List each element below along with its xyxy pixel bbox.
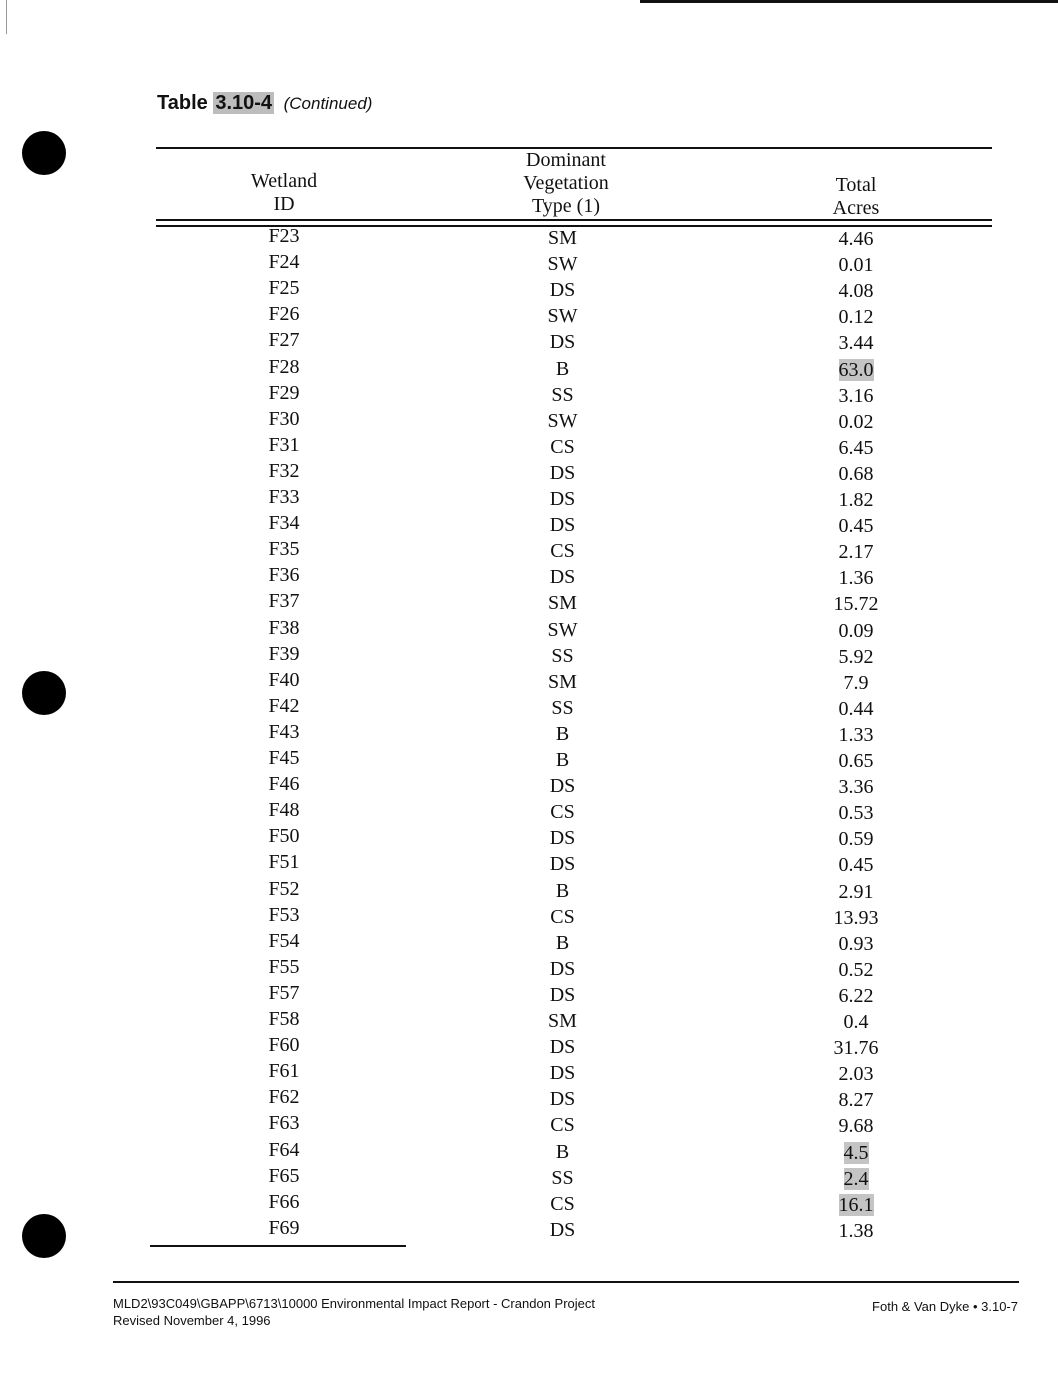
table-row bbox=[0, 408, 1058, 434]
wetland-id-cell: F61 bbox=[268, 1060, 300, 1083]
vegetation-type-cell: B bbox=[555, 357, 570, 380]
total-acres-cell bbox=[806, 959, 906, 982]
wetland-id-cell: F25 bbox=[268, 277, 300, 300]
total-acres-cell bbox=[806, 698, 906, 721]
table-row bbox=[0, 356, 1058, 382]
wetland-id-cell: F48 bbox=[268, 799, 300, 822]
wetland-id-cell: F50 bbox=[268, 825, 300, 848]
scan-left-edge bbox=[6, 0, 7, 34]
total-acres-value: 16.1 bbox=[838, 1193, 874, 1216]
vegetation-type-cell: B bbox=[555, 879, 570, 902]
vegetation-type-cell: CS bbox=[550, 1192, 575, 1215]
wetland-id-cell: F37 bbox=[268, 590, 300, 613]
total-acres-value: 4.5 bbox=[843, 1141, 869, 1164]
total-acres-cell bbox=[806, 541, 906, 564]
total-acres-value: 13.93 bbox=[833, 906, 879, 929]
vegetation-type-cell: CS bbox=[550, 905, 575, 928]
vegetation-type-cell: SW bbox=[547, 253, 578, 276]
table-row bbox=[0, 695, 1058, 721]
total-acres-value: 0.45 bbox=[838, 854, 874, 877]
total-acres-cell bbox=[806, 254, 906, 277]
wetland-id-cell: F40 bbox=[268, 668, 300, 691]
header-vegetation-line3: Type (1) bbox=[531, 195, 601, 217]
table-row bbox=[0, 851, 1058, 877]
total-acres-cell bbox=[806, 280, 906, 303]
table-row bbox=[0, 590, 1058, 616]
total-acres-cell bbox=[806, 933, 906, 956]
total-acres-value: 0.53 bbox=[838, 802, 874, 825]
vegetation-type-cell: SM bbox=[548, 1010, 577, 1032]
wetland-id-cell: F57 bbox=[268, 981, 300, 1004]
wetland-id-cell: F62 bbox=[268, 1086, 300, 1109]
total-acres-cell bbox=[806, 385, 906, 408]
vegetation-type-cell: CS bbox=[550, 801, 575, 824]
total-acres-cell bbox=[806, 437, 906, 460]
vegetation-type-cell: SM bbox=[548, 592, 577, 615]
table-title bbox=[157, 92, 372, 115]
total-acres-value: 6.45 bbox=[838, 436, 874, 459]
table-row bbox=[0, 799, 1058, 825]
wetland-id-cell: F69 bbox=[268, 1216, 300, 1239]
total-acres-cell bbox=[806, 593, 906, 616]
total-acres-value: 9.68 bbox=[838, 1115, 874, 1138]
header-vegetation-line2: Vegetation bbox=[523, 172, 609, 194]
vegetation-type-cell: DS bbox=[549, 566, 576, 589]
table-row bbox=[0, 617, 1058, 643]
vegetation-type-cell: CS bbox=[550, 435, 575, 458]
wetland-id-cell: F65 bbox=[268, 1164, 300, 1187]
vegetation-type-cell: SS bbox=[551, 696, 574, 719]
total-acres-cell bbox=[806, 1063, 906, 1086]
total-acres-cell bbox=[806, 828, 906, 851]
header-vegetation-type bbox=[496, 149, 636, 218]
total-acres-value: 4.08 bbox=[838, 280, 874, 303]
table-row bbox=[0, 434, 1058, 460]
total-acres-value: 0.65 bbox=[838, 750, 874, 772]
total-acres-value: 0.09 bbox=[838, 619, 874, 642]
vegetation-type-cell: DS bbox=[549, 827, 576, 850]
table-row bbox=[0, 1112, 1058, 1138]
total-acres-cell bbox=[806, 802, 906, 825]
wetland-id-cell: F35 bbox=[268, 538, 300, 561]
wetland-id-cell: F27 bbox=[268, 329, 300, 352]
header-wetland-line2: ID bbox=[273, 193, 295, 215]
table-row bbox=[0, 460, 1058, 486]
total-acres-value: 2.4 bbox=[843, 1167, 869, 1190]
total-acres-cell bbox=[806, 515, 906, 538]
wetland-id-cell: F26 bbox=[268, 303, 300, 326]
footer-rule bbox=[113, 1281, 1019, 1283]
vegetation-type-cell: B bbox=[555, 931, 570, 954]
total-acres-value: 3.36 bbox=[838, 776, 874, 799]
total-acres-value: 0.4 bbox=[843, 1011, 869, 1033]
table-title-label: Table bbox=[157, 92, 208, 114]
total-acres-value: 63.0 bbox=[838, 358, 874, 381]
wetland-id-cell: F53 bbox=[268, 903, 300, 926]
vegetation-type-cell: SW bbox=[547, 618, 578, 641]
total-acres-value: 6.22 bbox=[838, 984, 874, 1007]
total-acres-value: 0.59 bbox=[838, 828, 874, 851]
total-acres-value: 0.52 bbox=[838, 958, 874, 981]
vegetation-type-cell: B bbox=[555, 749, 570, 771]
total-acres-value: 0.93 bbox=[838, 932, 874, 955]
table-row bbox=[0, 721, 1058, 747]
vegetation-type-cell: DS bbox=[549, 488, 576, 510]
total-acres-value: 0.12 bbox=[838, 306, 874, 329]
footer-path-line: MLD2\93C049\GBAPP\6713\10000 Environmental Impact Report - Crandon Project bbox=[113, 1296, 595, 1311]
total-acres-value: 7.9 bbox=[843, 671, 869, 694]
vegetation-type-cell: DS bbox=[549, 279, 576, 302]
total-acres-value: 15.72 bbox=[833, 593, 879, 616]
vegetation-type-cell: SS bbox=[551, 644, 574, 667]
wetland-id-cell: F55 bbox=[268, 955, 300, 978]
table-title-number: 3.10-4 bbox=[215, 92, 273, 114]
vegetation-type-cell: SM bbox=[548, 670, 577, 693]
total-acres-cell bbox=[806, 1194, 906, 1217]
wetland-id-cell: F64 bbox=[268, 1138, 300, 1161]
table-row bbox=[0, 930, 1058, 956]
table-row bbox=[0, 538, 1058, 564]
table-row bbox=[0, 225, 1058, 251]
table-row bbox=[0, 303, 1058, 329]
total-acres-cell bbox=[806, 332, 906, 355]
wetland-id-cell: F31 bbox=[268, 433, 300, 456]
table-row bbox=[0, 329, 1058, 355]
total-acres-cell bbox=[806, 985, 906, 1008]
wetland-id-cell: F30 bbox=[268, 407, 300, 430]
total-acres-cell bbox=[806, 854, 906, 877]
wetland-id-cell: F36 bbox=[268, 564, 300, 587]
wetland-id-cell: F43 bbox=[268, 720, 300, 743]
table-row bbox=[0, 1165, 1058, 1191]
footer-revised-line: Revised November 4, 1996 bbox=[113, 1313, 271, 1328]
footer-right: Foth & Van Dyke • 3.10-7 bbox=[872, 1299, 1018, 1314]
wetland-id-cell: F29 bbox=[268, 381, 300, 404]
wetland-id-cell: F33 bbox=[268, 486, 300, 508]
total-acres-cell bbox=[806, 646, 906, 669]
total-acres-value: 0.45 bbox=[838, 515, 874, 538]
table-row bbox=[0, 669, 1058, 695]
total-acres-cell bbox=[806, 306, 906, 329]
total-acres-value: 3.16 bbox=[838, 384, 874, 407]
vegetation-type-cell: SW bbox=[547, 409, 578, 432]
total-acres-cell bbox=[806, 1220, 906, 1243]
vegetation-type-cell: DS bbox=[549, 1088, 576, 1111]
vegetation-type-cell: SS bbox=[551, 1166, 574, 1189]
table-row bbox=[0, 643, 1058, 669]
total-acres-cell bbox=[806, 1168, 906, 1191]
total-acres-value: 1.82 bbox=[838, 489, 874, 511]
wetland-id-cell: F24 bbox=[268, 251, 300, 274]
wetland-id-cell: F38 bbox=[268, 616, 300, 639]
header-acres-line1: Total bbox=[835, 174, 877, 196]
scan-top-edge bbox=[640, 0, 1058, 3]
vegetation-type-cell: DS bbox=[549, 983, 576, 1006]
vegetation-type-cell: DS bbox=[549, 1218, 576, 1241]
wetland-id-cell: F58 bbox=[268, 1008, 300, 1030]
total-acres-cell bbox=[806, 463, 906, 486]
total-acres-cell bbox=[806, 724, 906, 747]
vegetation-type-cell: DS bbox=[549, 957, 576, 980]
table-row bbox=[0, 1139, 1058, 1165]
table-row bbox=[0, 878, 1058, 904]
total-acres-value: 0.68 bbox=[838, 462, 874, 485]
wetland-id-cell: F39 bbox=[268, 642, 300, 665]
table-row bbox=[0, 251, 1058, 277]
wetland-id-cell: F32 bbox=[268, 459, 300, 482]
vegetation-type-cell: DS bbox=[549, 853, 576, 876]
total-acres-cell bbox=[806, 228, 906, 251]
vegetation-type-cell: DS bbox=[549, 1062, 576, 1085]
total-acres-cell bbox=[806, 1142, 906, 1165]
total-acres-value: 8.27 bbox=[838, 1089, 874, 1112]
total-acres-value: 2.91 bbox=[838, 880, 874, 903]
table-row bbox=[0, 773, 1058, 799]
total-acres-value: 3.44 bbox=[838, 332, 874, 355]
total-acres-cell bbox=[806, 359, 906, 382]
vegetation-type-cell: SM bbox=[548, 227, 577, 249]
total-acres-cell bbox=[806, 1011, 906, 1034]
wetland-id-cell: F60 bbox=[268, 1034, 300, 1057]
footer-left bbox=[113, 1295, 595, 1329]
total-acres-value: 1.33 bbox=[838, 723, 874, 746]
table-row bbox=[0, 825, 1058, 851]
wetland-id-cell: F66 bbox=[268, 1190, 300, 1213]
table-title-suffix: (Continued) bbox=[283, 94, 373, 113]
table-row bbox=[0, 277, 1058, 303]
total-acres-cell bbox=[806, 881, 906, 904]
vegetation-type-cell: DS bbox=[549, 461, 576, 484]
total-acres-cell bbox=[806, 1115, 906, 1138]
table-row bbox=[0, 512, 1058, 538]
total-acres-value: 0.44 bbox=[838, 697, 874, 720]
total-acres-cell bbox=[806, 907, 906, 930]
vegetation-type-cell: CS bbox=[550, 540, 575, 563]
total-acres-cell bbox=[806, 750, 906, 773]
header-acres-line2: Acres bbox=[832, 197, 880, 219]
wetland-id-cell: F52 bbox=[268, 877, 300, 900]
table-row bbox=[0, 1060, 1058, 1086]
table-row bbox=[0, 1191, 1058, 1217]
total-acres-value: 0.01 bbox=[838, 254, 874, 277]
vegetation-type-cell: B bbox=[555, 1140, 570, 1163]
total-acres-value: 1.36 bbox=[838, 567, 874, 590]
wetland-id-cell: F28 bbox=[268, 355, 300, 378]
hole-punch-top bbox=[22, 131, 66, 175]
total-acres-cell bbox=[806, 567, 906, 590]
wetland-id-cell: F45 bbox=[268, 747, 300, 769]
total-acres-value: 5.92 bbox=[838, 645, 874, 668]
total-acres-cell bbox=[806, 776, 906, 799]
total-acres-value: 1.38 bbox=[838, 1219, 874, 1242]
total-acres-cell bbox=[806, 672, 906, 695]
wetland-id-cell: F63 bbox=[268, 1112, 300, 1135]
table-row bbox=[0, 1217, 1058, 1243]
header-wetland-id bbox=[224, 170, 344, 216]
vegetation-type-cell: DS bbox=[549, 514, 576, 537]
table-row bbox=[0, 747, 1058, 773]
header-wetland-line1: Wetland bbox=[250, 170, 318, 192]
wetland-id-cell: F42 bbox=[268, 694, 300, 717]
vegetation-type-cell: SS bbox=[551, 383, 574, 406]
table-row bbox=[0, 1034, 1058, 1060]
header-rule-upper bbox=[156, 219, 992, 221]
vegetation-type-cell: DS bbox=[549, 1036, 576, 1059]
header-total-acres bbox=[806, 174, 906, 220]
total-acres-value: 0.02 bbox=[838, 410, 874, 433]
table-row bbox=[0, 564, 1058, 590]
total-acres-cell bbox=[806, 489, 906, 512]
table-row bbox=[0, 982, 1058, 1008]
table-bottom-rule bbox=[150, 1245, 406, 1247]
table-row bbox=[0, 1086, 1058, 1112]
total-acres-value: 2.17 bbox=[838, 541, 874, 564]
vegetation-type-cell: CS bbox=[550, 1114, 575, 1137]
wetland-id-cell: F23 bbox=[268, 225, 300, 247]
total-acres-value: 2.03 bbox=[838, 1063, 874, 1086]
table-row bbox=[0, 1008, 1058, 1034]
wetland-id-cell: F46 bbox=[268, 773, 300, 796]
total-acres-cell bbox=[806, 620, 906, 643]
vegetation-type-cell: B bbox=[555, 722, 570, 745]
wetland-id-cell: F51 bbox=[268, 851, 300, 874]
vegetation-type-cell: DS bbox=[549, 775, 576, 798]
table-row bbox=[0, 486, 1058, 512]
vegetation-type-cell: SW bbox=[547, 305, 578, 328]
total-acres-cell bbox=[806, 1037, 906, 1060]
table-row bbox=[0, 382, 1058, 408]
total-acres-value: 4.46 bbox=[838, 228, 874, 250]
total-acres-cell bbox=[806, 1089, 906, 1112]
total-acres-value: 31.76 bbox=[833, 1037, 879, 1060]
table-row bbox=[0, 956, 1058, 982]
wetland-id-cell: F34 bbox=[268, 512, 300, 535]
vegetation-type-cell: DS bbox=[549, 331, 576, 354]
total-acres-cell bbox=[806, 411, 906, 434]
header-vegetation-line1: Dominant bbox=[526, 149, 606, 171]
wetland-id-cell: F54 bbox=[268, 929, 300, 952]
table-row bbox=[0, 904, 1058, 930]
